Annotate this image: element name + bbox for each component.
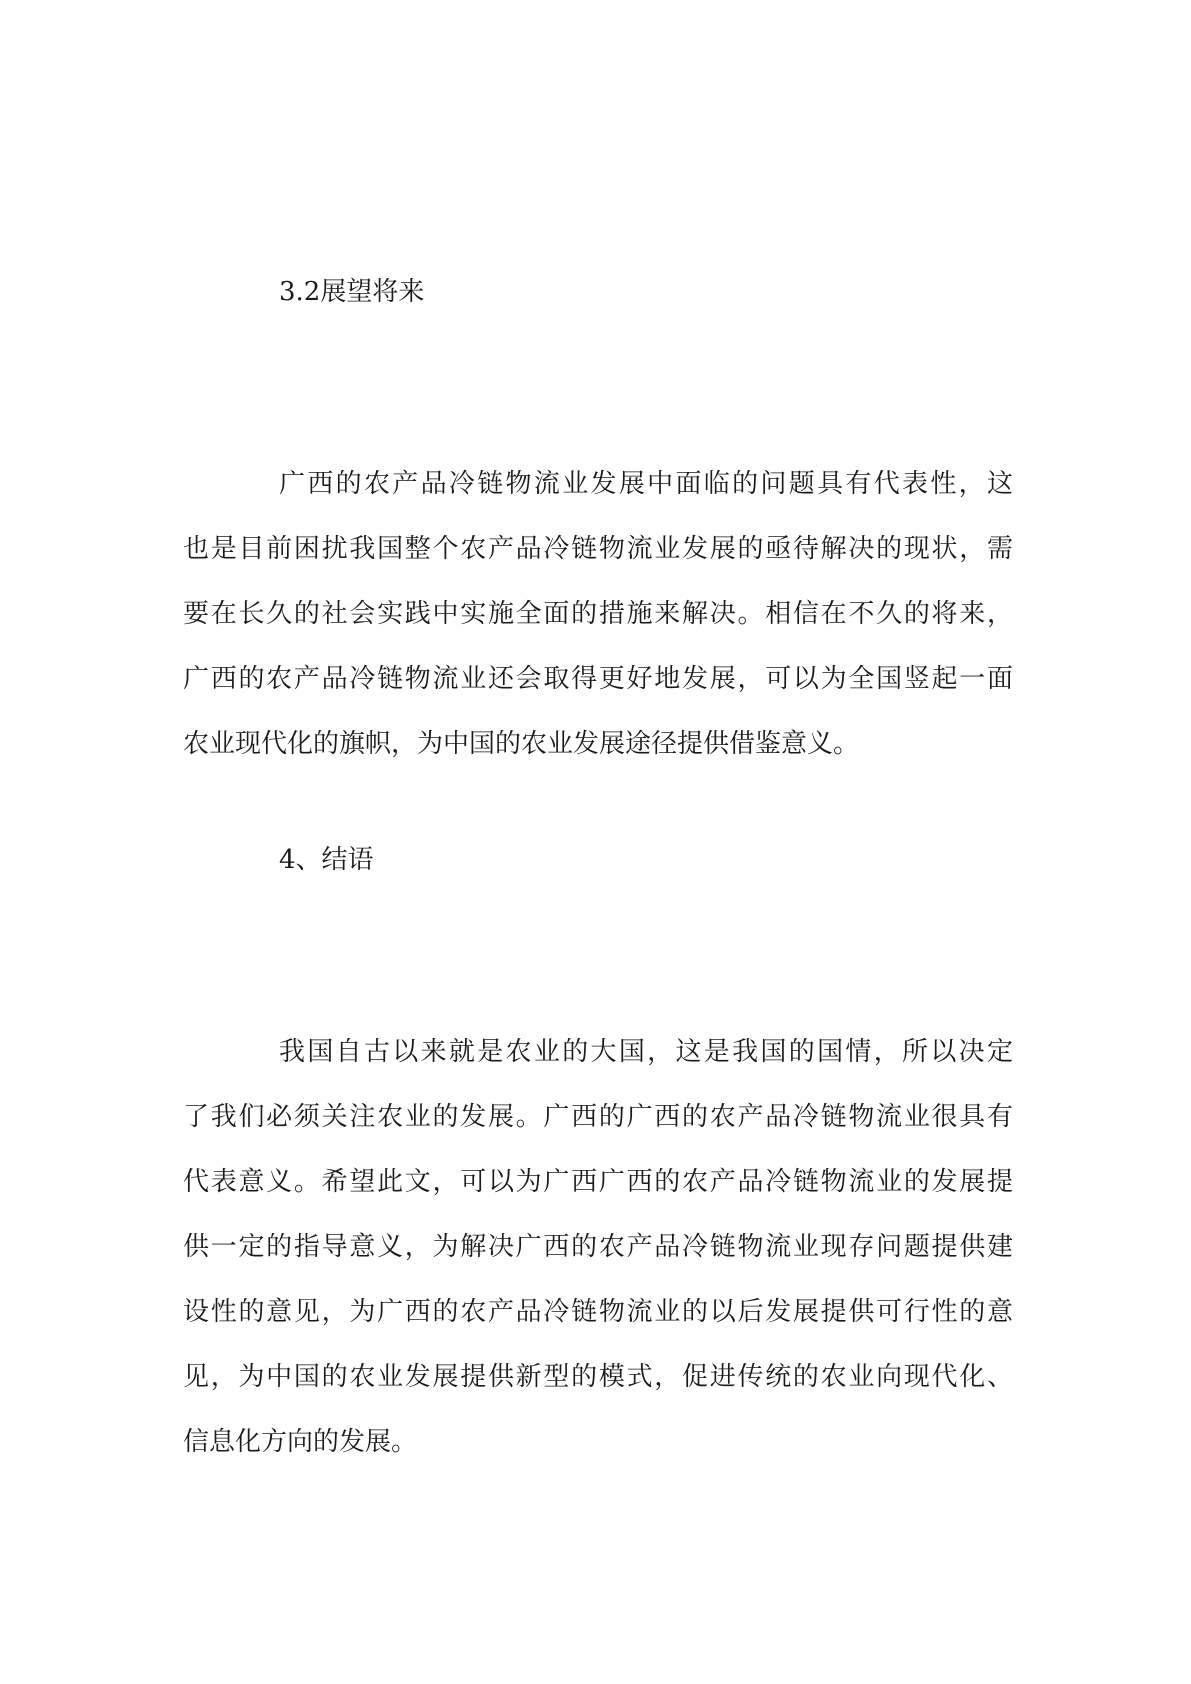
paragraph-line: 广西的农产品冷链物流业还会取得更好地发展，可以为全国竖起一面: [183, 664, 1013, 694]
paragraph-line: 要在长久的社会实践中实施全面的措施来解决。相信在不久的将来，: [183, 599, 1013, 629]
paragraph-line: 代表意义。希望此文，可以为广西广西的农产品冷链物流业的发展提: [183, 1167, 1013, 1197]
paragraph-outlook: [183, 452, 1013, 777]
paragraph-line: 信息化方向的发展。: [183, 1427, 418, 1457]
paragraph-conclusion: [183, 1020, 1013, 1475]
paragraph-line: 我国自古以来就是农业的大国，这是我国的国情，所以决定: [279, 1037, 1013, 1067]
section-heading-3-2: 3.2展望将来: [279, 277, 425, 307]
paragraph-line: 广西的农产品冷链物流业发展中面临的问题具有代表性，这: [279, 469, 1013, 499]
paragraph-line: 见，为中国的农业发展提供新型的模式，促进传统的农业向现代化、: [183, 1362, 1013, 1392]
paragraph-line: 农业现代化的旗帜，为中国的农业发展途径提供借鉴意义。: [183, 729, 860, 759]
paragraph-line: 供一定的指导意义，为解决广西的农产品冷链物流业现存问题提供建: [183, 1232, 1013, 1262]
paragraph-line: 了我们必须关注农业的发展。广西的广西的农产品冷链物流业很具有: [183, 1102, 1013, 1132]
paragraph-line: 设性的意见，为广西的农产品冷链物流业的以后发展提供可行性的意: [183, 1297, 1013, 1327]
paragraph-line: 也是目前困扰我国整个农产品冷链物流业发展的亟待解决的现状，需: [183, 534, 1013, 564]
section-heading-4: 4、结语: [279, 845, 374, 875]
